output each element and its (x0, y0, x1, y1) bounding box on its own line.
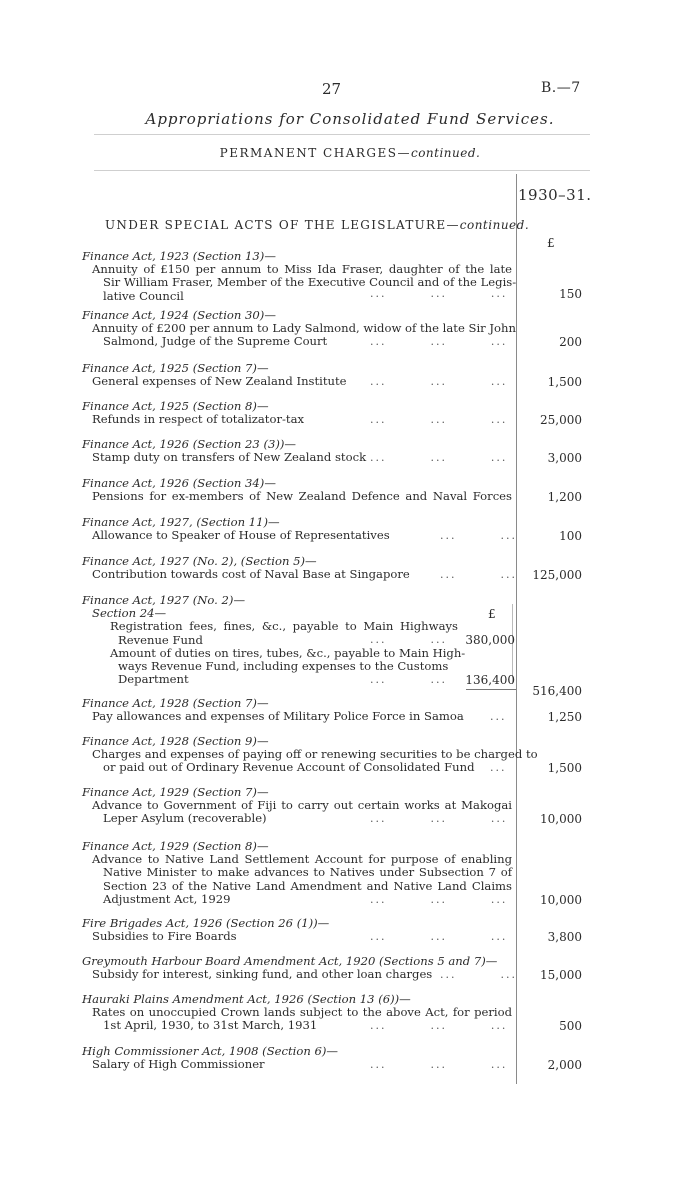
entry-text: or paid out of Ordinary Revenue Account of Consolidated Fund (103, 760, 475, 775)
year-column-header: 1930–31. (518, 186, 592, 204)
amount: 15,000 (540, 968, 582, 982)
amount: 200 (559, 335, 582, 349)
entry-text: Salary of High Commissioner (92, 1057, 265, 1072)
entry-text: Salmond, Judge of the Supreme Court (103, 334, 328, 349)
page-number: 27 (322, 80, 342, 98)
leader-dots: ... ... ... (370, 930, 508, 943)
entry-text: Refunds in respect of totalizator-tax (92, 412, 305, 427)
act-citation: Finance Act, 1928 (Section 9)— (82, 734, 269, 748)
entry-text: Subsidy for interest, sinking fund, and other loan charges (92, 967, 433, 982)
amount: 100 (559, 529, 582, 543)
leader-dots: ... ... ... (370, 287, 508, 300)
leader-dots: ... ... ... (370, 451, 508, 464)
act-citation: Finance Act, 1924 (Section 30)— (82, 308, 276, 322)
amount: 516,400 (532, 684, 582, 698)
sub-item-text: Amount of duties on tires, tubes, &c., payable to Main High- (110, 645, 466, 660)
amount: 2,000 (547, 1058, 582, 1072)
header-rule (94, 170, 590, 171)
act-citation: Finance Act, 1926 (Section 34)— (82, 476, 276, 490)
section-heading: UNDER SPECIAL ACTS OF THE LEGISLATURE—continued. (105, 218, 530, 232)
subtotal-rule (466, 689, 516, 690)
act-citation: Hauraki Plains Amendment Act, 1926 (Section 13 (6))— (82, 992, 411, 1006)
leader-dots: ... ... (370, 633, 447, 646)
act-citation: Fire Brigades Act, 1926 (Section 26 (1))— (82, 916, 330, 930)
amount: 1,200 (547, 490, 582, 504)
amount: 1,500 (547, 761, 582, 775)
entry-text: Leper Asylum (recoverable) (103, 811, 267, 826)
entry-finance-act-1928-s7 (82, 697, 516, 723)
entry-text: Annuity of £150 per annum to Miss Ida Fraser, daughter of the late (92, 262, 512, 277)
act-citation: Greymouth Harbour Board Amendment Act, 1920 (Sections 5 and 7)— (82, 954, 498, 968)
leader-dots: ... ... (440, 568, 517, 581)
entry-text: Pensions for ex-members of New Zealand Defence and Naval Forces (92, 489, 512, 504)
act-citation: Finance Act, 1929 (Section 7)— (82, 785, 269, 799)
act-citation: Finance Act, 1926 (Section 23 (3))— (82, 437, 297, 451)
entry-text: Stamp duty on transfers of New Zealand stock (92, 450, 367, 465)
act-citation: Finance Act, 1927, (Section 11)— (82, 515, 280, 529)
amount: 10,000 (540, 812, 582, 826)
sub-item-text: Registration fees, fines, &c., payable to Main Highways (110, 619, 458, 634)
entry-text: General expenses of New Zealand Institute (92, 374, 347, 389)
leader-dots: ... ... ... (370, 1058, 508, 1071)
entry-finance-act-1926-s34 (82, 477, 516, 503)
leader-dots: ... ... ... (370, 812, 508, 825)
page-subtitle: PERMANENT CHARGES—continued. (219, 146, 481, 160)
column-divider (516, 174, 517, 1084)
act-citation: Finance Act, 1923 (Section 13)— (82, 249, 276, 263)
entry-text: Charges and expenses of paying off or renewing securities to be charged to (92, 747, 538, 762)
entry-text: Sir William Fraser, Member of the Executive Council and of the Legis- (103, 275, 517, 290)
amount: 500 (559, 1019, 582, 1033)
entry-text: Rates on unoccupied Crown lands subject to the above Act, for period (92, 1005, 512, 1020)
leader-dots: ... ... (370, 673, 447, 686)
act-citation: High Commissioner Act, 1908 (Section 6)— (82, 1044, 338, 1058)
amount: 3,800 (547, 930, 582, 944)
entry-text: Subsidies to Fire Boards (92, 929, 237, 944)
leader-dots: ... ... ... (370, 413, 508, 426)
act-citation: Finance Act, 1928 (Section 7)— (82, 696, 269, 710)
leader-dots: ... (490, 761, 507, 774)
sub-currency-symbol: £ (488, 607, 496, 621)
amount: 1,500 (547, 375, 582, 389)
entry-text: Contribution towards cost of Naval Base at Singapore (92, 567, 410, 582)
amount: 1,250 (547, 710, 582, 724)
sub-item-text: ways Revenue Fund, including expenses to the Customs (118, 659, 449, 674)
entry-text: Advance to Government of Fiji to carry out certain works at Makogai (92, 798, 512, 813)
page-title: Appropriations for Consolidated Fund Services. (145, 110, 555, 128)
entry-text: Advance to Native Land Settlement Account for purpose of enabling (92, 852, 512, 867)
entry-text: lative Council (103, 288, 184, 303)
act-citation: Finance Act, 1927 (No. 2), (Section 5)— (82, 554, 317, 568)
amount: 150 (559, 287, 582, 301)
currency-symbol: £ (547, 236, 555, 250)
entry-text: Allowance to Speaker of House of Representatives (92, 528, 390, 543)
act-citation: Finance Act, 1929 (Section 8)— (82, 839, 269, 853)
amount: 10,000 (540, 893, 582, 907)
leader-dots: ... ... ... (370, 335, 508, 348)
amount: 3,000 (547, 451, 582, 465)
leader-dots: ... ... ... (370, 375, 508, 388)
entry-text: Section 23 of the Native Land Amendment and Native Land Claims (103, 878, 512, 893)
act-citation: Finance Act, 1925 (Section 7)— (82, 361, 269, 375)
entry-text: Pay allowances and expenses of Military Police Force in Samoa (92, 709, 464, 724)
section-citation: Section 24— (92, 606, 167, 621)
amount: 25,000 (540, 413, 582, 427)
leader-dots: ... ... ... (370, 1019, 508, 1032)
entry-text: Annuity of £200 per annum to Lady Salmond, widow of the late Sir John (92, 321, 516, 336)
entry-text: 1st April, 1930, to 31st March, 1931 (103, 1018, 318, 1033)
sub-item-text: Department (118, 672, 189, 687)
amount: 125,000 (532, 568, 582, 582)
entry-text: Native Minister to make advances to Natives under Subsection 7 of (103, 865, 512, 880)
leader-dots: ... ... ... (370, 893, 508, 906)
sub-amount: 136,400 (465, 673, 515, 687)
act-citation: Finance Act, 1927 (No. 2)— (82, 593, 246, 607)
sub-item-text: Revenue Fund (118, 632, 203, 647)
leader-dots: ... ... (440, 529, 517, 542)
title-rule (94, 134, 590, 135)
entry-finance-act-1928-s9 (82, 734, 538, 775)
leader-dots: ... (490, 710, 507, 723)
entry-text: Adjustment Act, 1929 (103, 891, 231, 906)
sub-amount: 380,000 (465, 633, 515, 647)
document-reference: B.—7 (541, 80, 581, 96)
act-citation: Finance Act, 1925 (Section 8)— (82, 399, 269, 413)
leader-dots: ... ... (440, 968, 517, 981)
